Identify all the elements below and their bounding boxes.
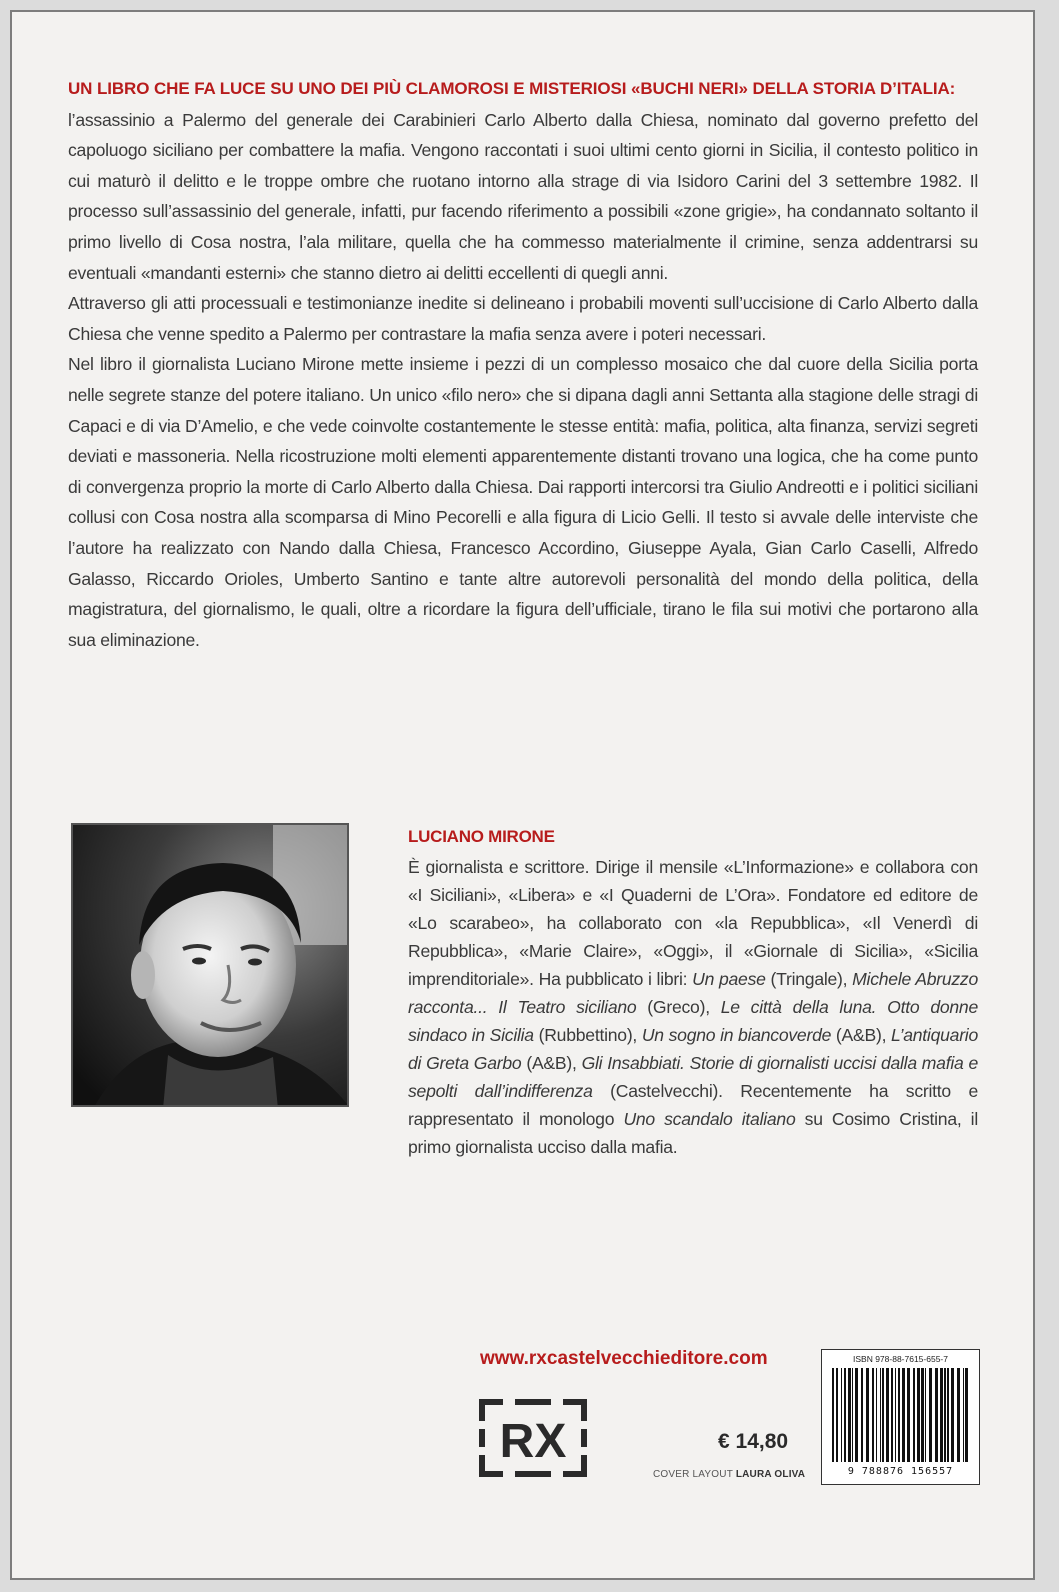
barcode-bar <box>836 1368 838 1462</box>
cover-credit-name: LAURA OLIVA <box>735 1469 806 1480</box>
barcode-bar <box>895 1368 896 1462</box>
barcode-bar <box>898 1368 900 1462</box>
barcode-bar <box>940 1368 943 1462</box>
barcode-bar <box>886 1368 889 1462</box>
book-title: L’antiquario di Greta Garbo <box>408 1025 978 1073</box>
publisher-website: www.rxcastelvecchieditore.com <box>480 1348 768 1369</box>
barcode-bar <box>852 1368 853 1462</box>
cover-credit-label: COVER LAYOUT <box>653 1469 733 1480</box>
bio-text: (Rubbettino), <box>533 1025 642 1045</box>
barcode-bar <box>848 1368 851 1462</box>
logo-text: RX <box>499 1415 567 1468</box>
barcode-bar <box>902 1368 905 1462</box>
barcode-digits: 9 788876 156557 <box>847 1466 954 1477</box>
barcode-bar <box>841 1368 842 1462</box>
isbn-text: ISBN 978-88-7615-655-7 <box>853 1354 948 1364</box>
book-title: Un paese <box>692 969 766 989</box>
barcode-bar <box>925 1368 926 1462</box>
author-bio <box>408 857 978 1157</box>
blurb-paragraph-3: Nel libro il giornalista Luciano Mirone mette insieme i pezzi di un complesso mosaico che dal cuore della Sicilia porta nelle segrete stanze del potere italiano. Un unico «filo nero» che si dipana dagli anni Settanta alla stagione delle stragi di Capaci e di via D’Amelio, e che vede coinvolte costantemente le stesse entità: mafia, politica, alta finanza, servizi segreti deviati e massoneria. Nella ricostruzione molti elementi apparentemente distanti trovano una logica, che ha come punto di convergenza proprio la morte di Carlo Alberto dalla Chiesa. Dai rapporti intercorsi tra Giulio Andreotti e i politici siciliani collusi con Cosa nostra alla scomparsa di Mino Pecorelli e alla figura di Licio Gelli. Il testo si avvale delle interviste che l’autore ha realizzato con Nando dalla Chiesa, Francesco Accordino, Giuseppe Ayala, Gian Carlo Caselli, Alfredo Galasso, Riccardo Orioles, Umberto Santino e tante altre autorevoli personalità del mondo della politica, della magistratura, del giornalismo, le quali, oltre a ricordare la figura dell’ufficiale, tirano le fila sui motivi che portarono alla sua eliminazione. <box>68 354 978 650</box>
barcode-bar <box>872 1368 874 1462</box>
barcode-bar <box>844 1368 846 1462</box>
barcode-bar <box>921 1368 924 1462</box>
barcode-bar <box>957 1368 960 1462</box>
barcode-bar <box>917 1368 920 1462</box>
book-title: Uno scandalo italiano <box>623 1109 796 1129</box>
blurb-paragraph-2: Attraverso gli atti processuali e testimonianze inedite si delineano i probabili moventi sull’uccisione di Carlo Alberto dalla Chiesa che venne spedito a Palermo per contrastare la mafia senza avere i poteri necessari. <box>68 293 978 344</box>
barcode-bar <box>935 1368 938 1462</box>
barcode-bar <box>832 1368 834 1462</box>
bio-text: (Castelvecchi). Recentemente ha scritto e rappresentato il monologo <box>408 1081 978 1129</box>
book-back-cover <box>10 10 1035 1580</box>
barcode-bar <box>907 1368 910 1462</box>
blurb-paragraph-1: l’assassinio a Palermo del generale dei Carabinieri Carlo Alberto dalla Chiesa, nominato dal governo prefetto del capoluogo siciliano per combattere la mafia. Vengono raccontati i suoi ultimi cento giorni in Sicilia, il contesto politico in cui maturò il delitto e le troppe ombre che ruotano intorno alla strage di via Isidoro Carini del 3 settembre 1982. Il processo sull’assassinio del generale, infatti, pur facendo riferimento a possibili «zone grigie», ha condannato soltanto il primo livello di Cosa nostra, l’ala militare, quella che ha commesso materialmente il crimine, senza addentrarsi su eventuali «mandanti esterni» che stanno dietro ai delitti eccellenti di quegli anni. <box>68 109 978 283</box>
barcode <box>821 1349 980 1485</box>
book-title: Le città della luna. Otto donne sindaco in Sicilia <box>408 997 978 1045</box>
barcode-bar <box>929 1368 932 1462</box>
author-portrait-illustration <box>73 825 349 1107</box>
bio-text: su Cosimo Cristina, il primo giornalista ucciso dalla mafia. <box>408 1109 979 1157</box>
barcode-bar <box>882 1368 884 1462</box>
publisher-logo <box>477 1397 589 1479</box>
barcode-bar <box>880 1368 881 1462</box>
barcode-bar <box>855 1368 858 1462</box>
barcode-bar <box>965 1368 968 1462</box>
bio-text: (A&B), <box>521 1053 582 1073</box>
barcode-bar <box>866 1368 869 1462</box>
barcode-bar <box>963 1368 964 1462</box>
blurb-text <box>68 74 978 655</box>
book-title: Michele Abruzzo racconta... Il Teatro siciliano <box>408 969 978 1017</box>
barcode-bar <box>876 1368 877 1462</box>
price: € 14,80 <box>718 1430 789 1453</box>
bio-text: (A&B), <box>831 1025 891 1045</box>
barcode-bar <box>891 1368 893 1462</box>
book-title: Gli Insabbiati. Storie di giornalisti uccisi dalla mafia e sepolti dall’indifferenza <box>408 1053 978 1101</box>
blurb-headline: UN LIBRO CHE FA LUCE SU UNO DEI PIÙ CLAMOROSI E MISTERIOSI «BUCHI NERI» DELLA STORIA D’ITALIA: <box>68 79 956 98</box>
cover-credit <box>653 1469 805 1480</box>
barcode-bar <box>947 1368 949 1462</box>
barcode-bar <box>861 1368 863 1462</box>
barcode-bar <box>913 1368 915 1462</box>
bio-text: (Greco), <box>636 997 721 1017</box>
author-section <box>408 823 978 1161</box>
barcode-bars <box>830 1368 970 1464</box>
author-name: LUCIANO MIRONE <box>408 827 555 846</box>
bio-text: È giornalista e scrittore. Dirige il mensile «L’Informazione» e collabora con «I Siciliani», «Libera» e «I Quaderni de L’Ora». Fondatore ed editore de «Lo scarabeo», ha collaborato con «la Repubblica», «Il Venerdì di Repubblica», «Marie Claire», «Oggi», il «Giornale di Sicilia», «Sicilia imprenditoriale». Ha pubblicato i libri: <box>408 857 978 989</box>
author-photo <box>71 823 349 1107</box>
barcode-bar <box>951 1368 954 1462</box>
book-title: Un sogno in biancoverde <box>641 1025 832 1045</box>
bio-text: (Tringale), <box>765 969 853 989</box>
barcode-bar <box>944 1368 946 1462</box>
